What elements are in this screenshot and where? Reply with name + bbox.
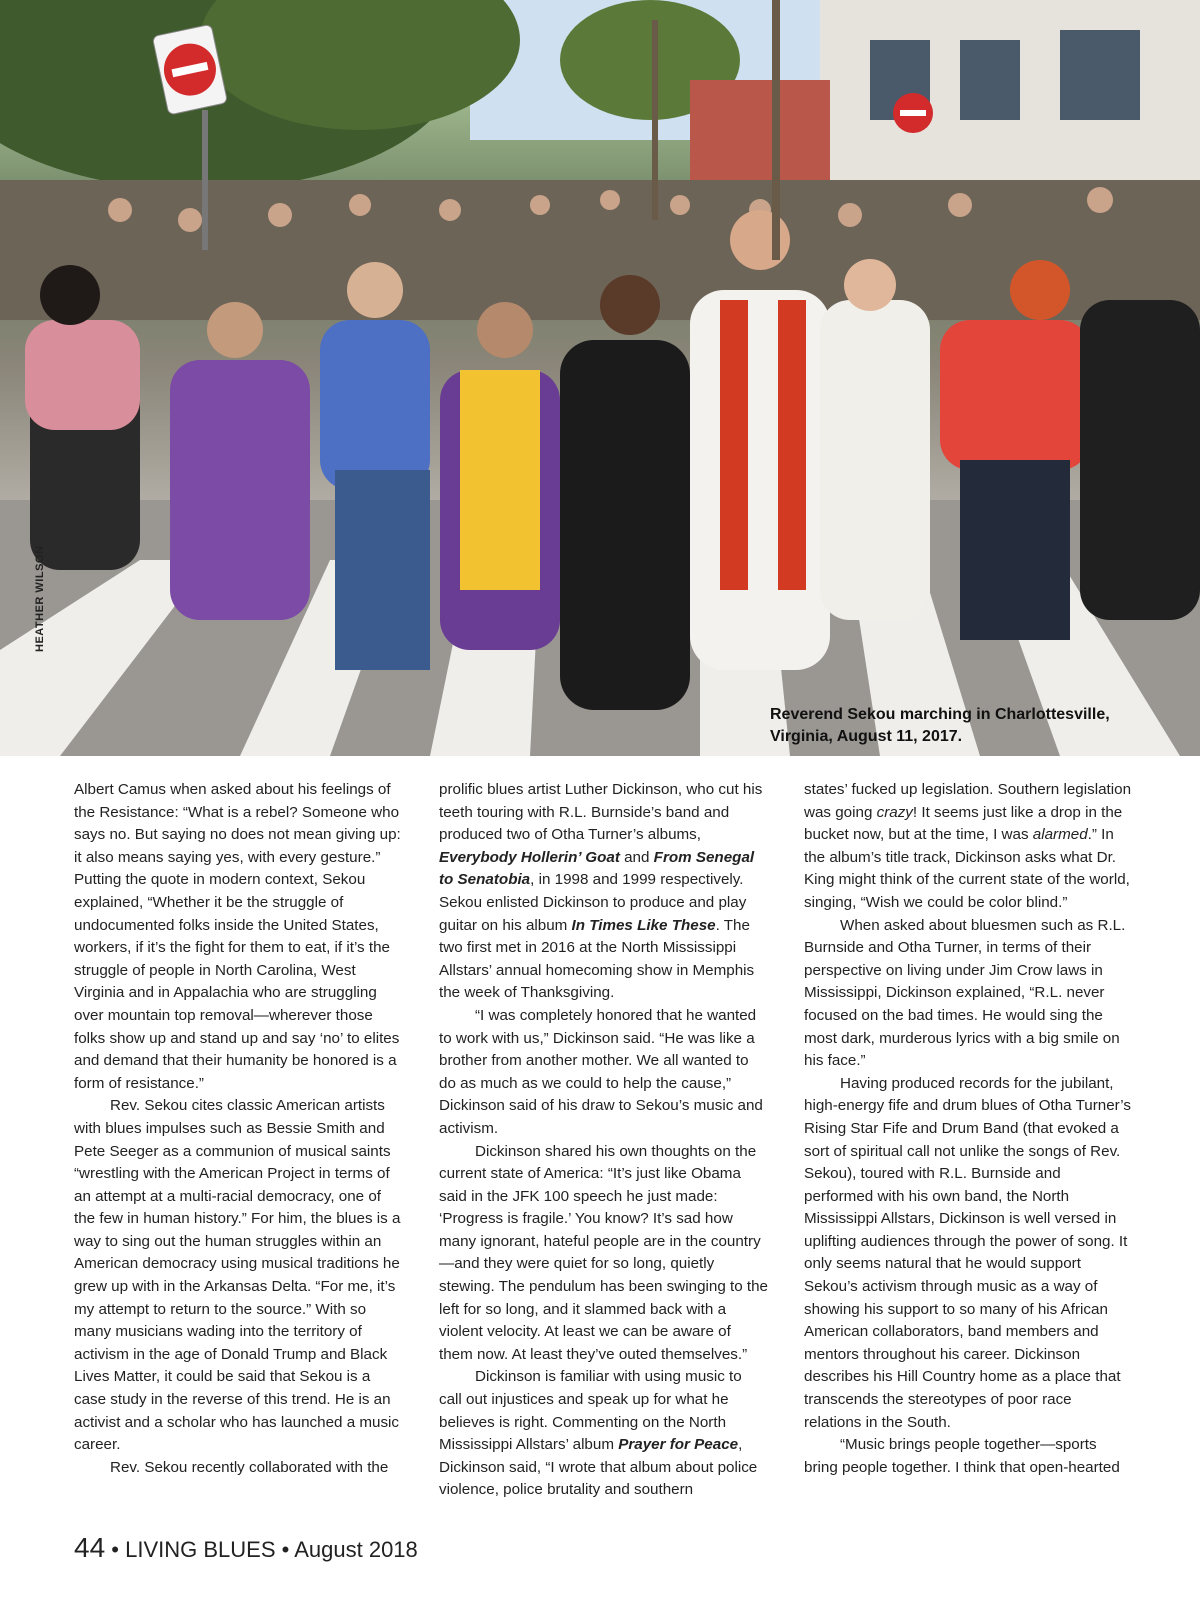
paragraph-text: Having produced records for the jubilant, high-energy fife and drum blues of Otha Turner’s Rising Star Fife and Drum Band (that evoked a sort of spiritual call not unlike the songs of Rev. Sekou), toured with R.L. Burnside and performed with his own band, the North Mississippi Allstars, Dickinson is well versed in uplifting audiences through the power of song. It only seems natural that he would support Sekou’s activism through music as a way of showing his support to so many of his African American collaborators, band members and mentors throughout his career. Dickinson describes his Hill Country home as a place that transcends the stereotypes of poor race relations in the South. [804,1074,1131,1431]
issue-date: August 2018 [294,1537,418,1562]
article-paragraph [804,1434,1133,1479]
publication-name: LIVING BLUES [125,1537,276,1562]
photo-caption [770,704,1190,748]
article-column [74,779,403,1499]
paragraph-text: Albert Camus when asked about his feelings of the Resistance: “What is a rebel? Someone who says no. But saying no does not mean giving up: it also means saying yes, with every gesture.” Putting the quote in modern context, Sekou explained, “Whether it be the struggle of undocumented folks inside the United States, workers, if it’s the fight for them to eat, if it’s the struggle of people in North Carolina, West Virginia and in Appalachia who are struggling over mountain top removal—wherever those folks show up and stand up and say ‘no’ to elites and demand that their humanity be honored is a form of resistance.” [74,781,401,1092]
paragraph-text: Rev. Sekou cites classic American artists with blues impulses such as Bessie Smith and Pete Seeger as a communion of musical saints “wrestling with the American Project in terms of an attempt at a multi-racial democracy, one of the few in human history.” For him, the blues is a way to sing out the human struggles within an American democracy using musical traditions he grew up with in the Arkansas Delta. “For me, it’s my attempt to return to the source.” With so many musicians wading into the territory of activism in the age of Donald Trump and Black Lives Matter, it could be said that Sekou is a case study in the reverse of this trend. He is an activist and a scholar who has launched a music career. [74,1097,401,1454]
article-paragraph [439,1141,768,1367]
paragraph-text: prolific blues artist Luther Dickinson, who cut his teeth touring with R.L. Burnside’s band and produced two of Otha Turner’s albums, [439,781,763,844]
emphasis-text: crazy [876,803,913,821]
footer-bullet: • [111,1537,119,1562]
paragraph-text: When asked about bluesmen such as R.L. Burnside and Otha Turner, in terms of their perspective on living under Jim Crow laws in Mississippi, Dickinson explained, “R.L. never focused on the bad times. He would sing the most dark, murderous lyrics with a big smile on his face.” [804,916,1126,1070]
album-title: From Senegal to Senatobia [439,848,755,889]
photo-illustration [0,0,1200,756]
article-paragraph [74,779,403,1095]
paragraph-text: .” In the album’s title track, Dickinson asks what Dr. King might think of the current state of the world, singing, “Wish we could be color blind.” [804,826,1130,911]
article-column [804,779,1133,1499]
album-title: In Times Like These [571,916,716,934]
article-paragraph [439,1366,768,1499]
article-paragraph [804,1073,1133,1435]
footer-bullet: • [281,1537,290,1562]
article-paragraph [439,779,768,1005]
album-title: Everybody Hollerin’ Goat [439,848,620,866]
article-paragraph [74,1457,403,1480]
article-column [439,779,768,1499]
paragraph-text: , Dickinson said, “I wrote that album about police violence, police brutality and southern [439,1436,758,1499]
emphasis-text: alarmed [1032,826,1088,844]
hero-photo [0,0,1200,756]
article-body [74,779,1134,1499]
paragraph-text: . The two first met in 2016 at the North Mississippi Allstars’ annual homecoming show in Memphis the week of Thanksgiving. [439,916,755,1002]
article-paragraph [439,1005,768,1141]
paragraph-text: “I was completely honored that he wanted to work with us,” Dickinson said. “He was like a brother from another mother. We all wanted to do as much as we could to help the cause,” Dickinson said of his draw to Sekou’s music and activism. [439,1006,763,1137]
photo-caption-line: Virginia, August 11, 2017. [770,728,963,745]
paragraph-text: ! It seems just like a drop in the bucket now, but at the time, I was [804,803,1123,844]
paragraph-text: states’ fucked up legislation. Southern legislation was going [804,781,1132,821]
article-paragraph [804,779,1133,915]
paragraph-text: , in 1998 and 1999 respectively. Sekou enlisted Dickinson to produce and play guitar on his album [439,871,747,934]
page-footer [74,1532,418,1564]
page-number: 44 [74,1532,106,1563]
paragraph-text: and [619,848,654,866]
paragraph-text: “Music brings people together—sports bring people together. I think that open-hearted [804,1436,1120,1476]
article-paragraph [804,915,1133,1073]
photo-credit: HEATHER WILSON [34,545,46,652]
article-paragraph [74,1095,403,1457]
album-title: Prayer for Peace [618,1436,739,1454]
paragraph-text: Dickinson is familiar with using music to call out injustices and speak up for what he believes is right. Commenting on the North Mississippi Allstars’ album [439,1368,742,1454]
paragraph-text: Dickinson shared his own thoughts on the current state of America: “It’s just like Obama said in the JFK 100 speech he just made: ‘Progress is fragile.’ You know? It’s sad how many ignorant, hateful people are in the country—and they were quiet for so long, quietly stewing. The pendulum has been swinging to the left for so long, and it slammed back with a violent velocity. At least we can be aware of them now. At least they’ve outed themselves.” [439,1142,768,1363]
photo-caption-line: Reverend Sekou marching in Charlottesville, [770,706,1110,723]
paragraph-text: Rev. Sekou recently collaborated with the [110,1458,389,1476]
